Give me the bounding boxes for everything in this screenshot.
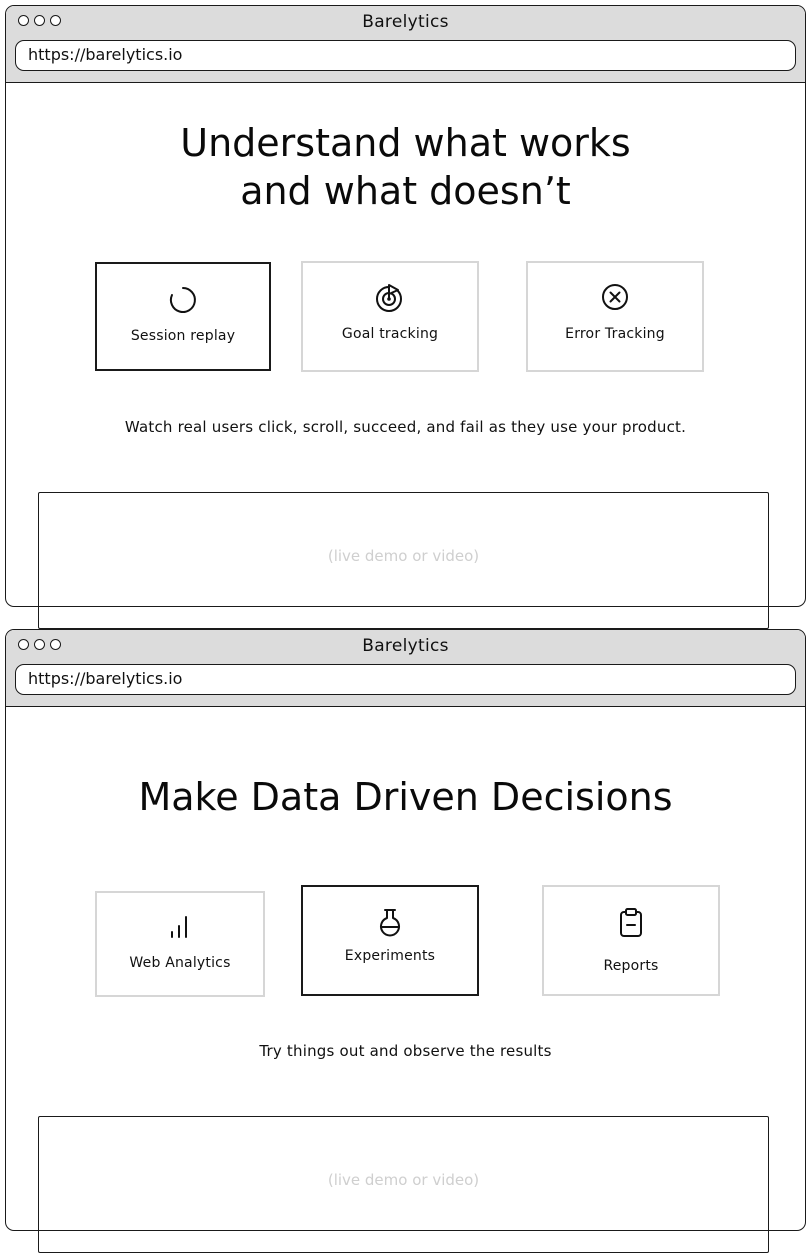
address-bar[interactable]: https://barelytics.io	[15, 664, 796, 695]
feature-label: Goal tracking	[341, 326, 439, 342]
page-headline: Make Data Driven Decisions	[138, 775, 673, 819]
feature-label: Web Analytics	[129, 955, 231, 971]
loading-spinner-icon	[97, 285, 269, 315]
x-circle-icon	[528, 282, 702, 312]
feature-description: Watch real users click, scroll, succeed, and fail as they use your product.	[124, 418, 687, 436]
page-headline	[6, 119, 805, 215]
feature-label: Experiments	[344, 948, 436, 964]
demo-placeholder-text: (live demo or video)	[327, 1171, 480, 1189]
demo-placeholder-text: (live demo or video)	[327, 547, 480, 565]
feature-card-session-replay[interactable]	[95, 262, 271, 371]
address-bar[interactable]: https://barelytics.io	[15, 40, 796, 71]
window-title: Barelytics	[362, 636, 449, 656]
clipboard-icon	[544, 907, 718, 939]
feature-label: Session replay	[130, 328, 236, 344]
window-title: Barelytics	[362, 12, 449, 32]
headline-line-1: Understand what works	[180, 121, 631, 165]
flask-icon	[303, 907, 477, 939]
feature-card-web-analytics[interactable]	[95, 891, 265, 997]
bar-chart-icon	[97, 913, 263, 941]
browser-chrome	[6, 630, 805, 707]
feature-card-experiments[interactable]	[301, 885, 479, 996]
demo-placeholder-1[interactable]	[38, 492, 769, 629]
headline-line-2: and what doesn’t	[240, 169, 571, 213]
demo-placeholder-2[interactable]	[38, 1116, 769, 1253]
feature-description: Try things out and observe the results	[259, 1042, 552, 1060]
feature-card-reports[interactable]	[542, 885, 720, 996]
browser-chrome	[6, 6, 805, 83]
feature-label: Error Tracking	[565, 326, 665, 342]
feature-card-error-tracking[interactable]	[526, 261, 704, 372]
feature-card-goal-tracking[interactable]	[301, 261, 479, 372]
target-icon	[303, 282, 477, 314]
feature-label: Reports	[603, 958, 659, 974]
